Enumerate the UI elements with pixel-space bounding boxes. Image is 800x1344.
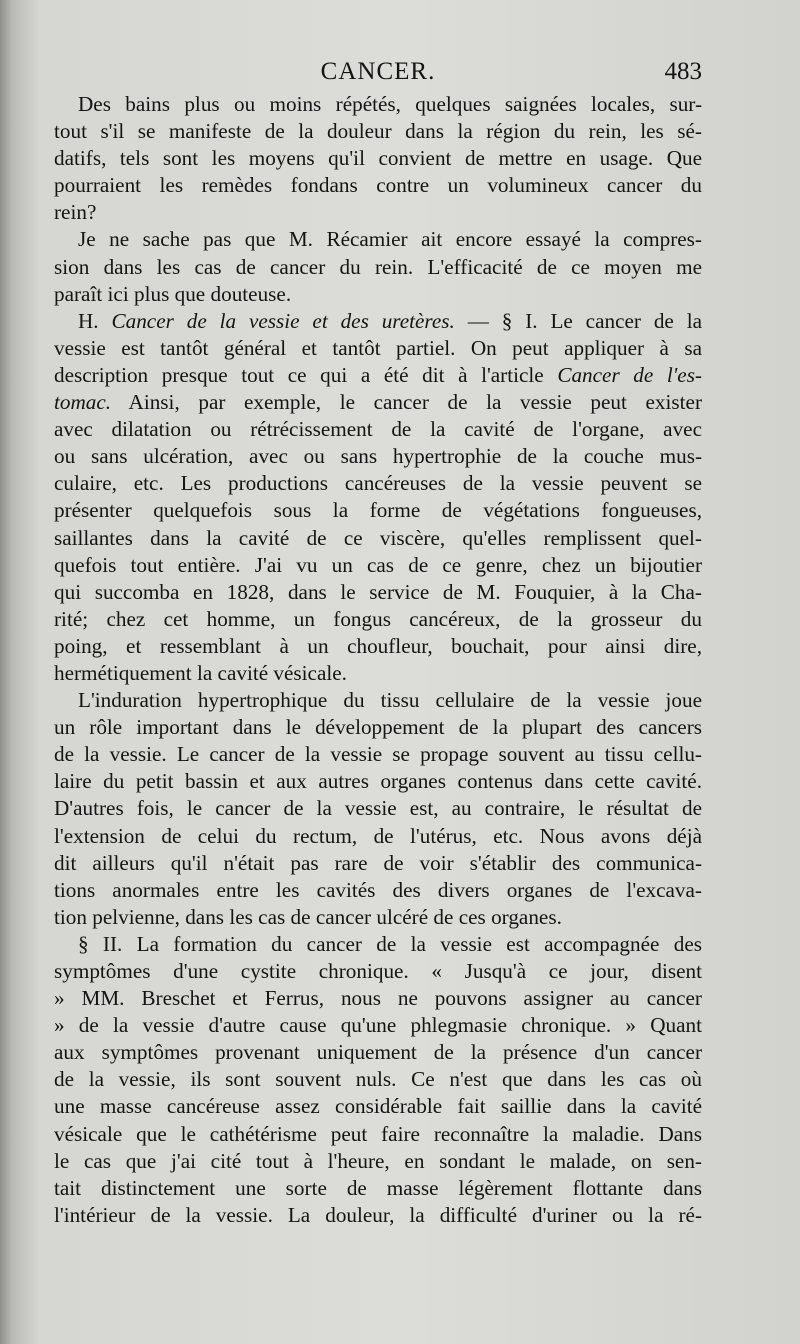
text-run: H. (78, 308, 112, 333)
text-line: l'intérieur de la vessie. La douleur, la difficulté d'uriner ou la ré- (54, 1202, 702, 1227)
text-line: tout s'il se manifeste de la douleur dans la région du rein, les sé- (54, 119, 702, 144)
page-number: 483 (664, 58, 702, 85)
text-line: tions anormales entre les cavités des divers organes de l'excava- (54, 877, 702, 902)
text-line: poing, et ressemblant à un choufleur, bouchait, pour ainsi dire, (54, 633, 702, 658)
text-line: rein? (54, 200, 97, 225)
text-line (54, 389, 702, 416)
text-line: saillantes dans la cavité de ce viscère, qu'elles remplissent quel- (54, 525, 702, 550)
italic-text: Cancer de l'es- (557, 362, 702, 387)
text-line: le cas que j'ai cité tout à l'heure, en sondant le malade, on sen- (54, 1148, 702, 1173)
text-line: aux symptômes provenant uniquement de la présence d'un cancer (54, 1040, 702, 1065)
text-line: un rôle important dans le développement de la plupart des cancers (54, 715, 702, 740)
text-line: de la vessie. Le cancer de la vessie se propage souvent au tissu cellu- (54, 742, 702, 767)
text-line: laire du petit bassin et aux autres organes contenus dans cette cavité. (54, 769, 702, 794)
body-text (54, 91, 702, 1229)
text-line: L'induration hypertrophique du tissu cellulaire de la vessie joue (78, 688, 702, 713)
text-line: dit ailleurs qu'il n'était pas rare de voir s'établir des communica- (54, 850, 702, 875)
text-line: avec dilatation ou rétrécissement de la cavité de l'organe, avec (54, 417, 702, 442)
text-line (54, 362, 702, 389)
text-line: paraît ici plus que douteuse. (54, 281, 292, 306)
text-line: ou sans ulcération, avec ou sans hypertrophie de la couche mus- (54, 444, 702, 469)
text-line: sion dans les cas de cancer du rein. L'efficacité de ce moyen me (54, 254, 702, 279)
italic-text: Cancer de la vessie et des uretères. (111, 308, 455, 333)
text-line: symptômes d'une cystite chronique. « Jusqu'à ce jour, disent (54, 959, 702, 983)
text-line: vessie est tantôt général et tantôt partiel. On peut appliquer à sa (54, 335, 702, 360)
text-line: datifs, tels sont les moyens qu'il convient de mettre en usage. Que (54, 146, 702, 171)
text-run: description presque tout ce qui a été dit à l'article (54, 362, 558, 387)
text-line: hermétiquement la cavité vésicale. (54, 660, 347, 685)
text-line: quefois tout entière. J'ai vu un cas de ce genre, chez un bijoutier (54, 552, 702, 577)
text-line: Je ne sache pas que M. Récamier ait encore essayé la compres- (78, 227, 702, 252)
text-line: Des bains plus ou moins répétés, quelques saignées locales, sur- (78, 92, 702, 116)
text-line: rité; chez cet homme, un fongus cancéreux, de la grosseur du (54, 606, 702, 631)
text-line: pourraient les remèdes fondans contre un volumineux cancer du (54, 173, 702, 198)
text-line (54, 308, 702, 335)
text-line: tion pelvienne, dans les cas de cancer ulcéré de ces organes. (54, 904, 562, 929)
text-line: l'extension de celui du rectum, de l'utérus, etc. Nous avons déjà (54, 823, 702, 848)
text-line: présenter quelquefois sous la forme de végétations fongueuses, (54, 498, 702, 523)
text-line: de la vessie, ils sont souvent nuls. Ce n'est que dans les cas où (54, 1067, 702, 1092)
italic-text: tomac. (54, 390, 112, 415)
text-line: vésicale que le cathétérisme peut faire reconnaître la maladie. Dans (54, 1121, 702, 1146)
text-run: — § I. Le cancer de la (454, 308, 702, 333)
running-title: CANCER. (320, 58, 436, 85)
text-line: tait distinctement une sorte de masse légèrement flottante dans (54, 1175, 702, 1200)
text-line: § II. La formation du cancer de la vessie est accompagnée des (78, 931, 702, 956)
text-line: culaire, etc. Les productions cancéreuses de la vessie peuvent se (54, 471, 702, 496)
text-line: D'autres fois, le cancer de la vessie est, au contraire, le résultat de (54, 796, 702, 821)
page-header (54, 58, 702, 92)
text-run: Ainsi, par exemple, le cancer de la vessie peut exister (111, 390, 702, 415)
text-line: » de la vessie d'autre cause qu'une phlegmasie chronique. » Quant (54, 1013, 702, 1038)
text-line: » MM. Breschet et Ferrus, nous ne pouvons assigner au cancer (54, 986, 702, 1011)
text-line: une masse cancéreuse assez considérable fait saillie dans la cavité (54, 1094, 702, 1119)
text-line: qui succomba en 1828, dans le service de M. Fouquier, à la Cha- (54, 579, 702, 604)
